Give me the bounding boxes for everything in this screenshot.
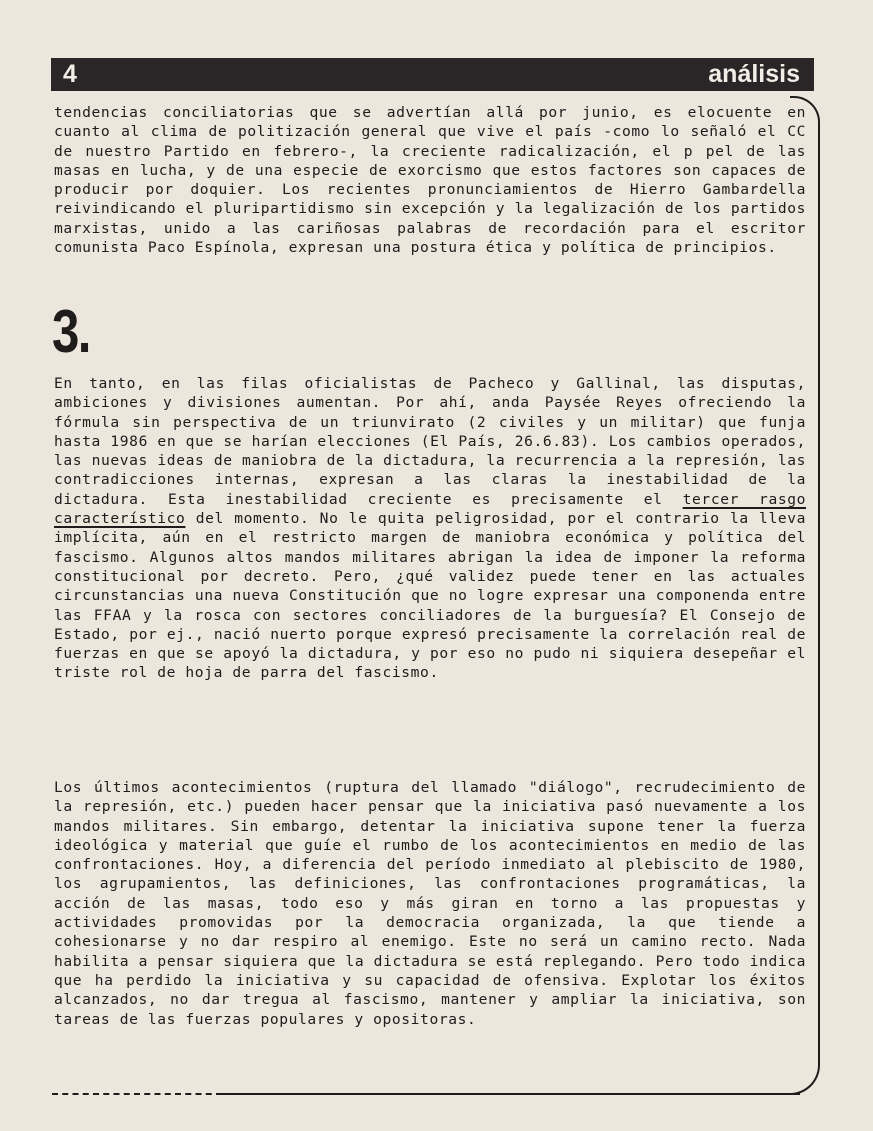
underlined-phrase: tercer rasgo característico (54, 490, 806, 528)
paragraph-3: Los últimos acontecimientos (ruptura del llamado "diálogo", recrudecimiento de la represión, etc.) pueden hacer pensar que la iniciativa pasó nuevamente a los mandos militares. Sin embargo, detentar la iniciativa supone tener la fuerza ideológica y material que guíe el rumbo de los acontecimientos en medio de las confrontaciones. Hoy, a diferencia del período inmediato al plebiscito de 1980, los agrupamientos, las definiciones, las confrontaciones programáticas, la acción de las masas, todo eso y más giran en torno a las propuestas y actividades promovidas por la democracia organizada, la que tiende a cohesionarse y no dar respiro al enemigo. Este no será un camino recto. Nada habilita a pensar siquiera que la dictadura se está replegando. Pero todo indica que ha perdido la iniciativa y su capacidad de ofensiva. Explotar los éxitos alcanzados, no dar tregua al fascismo, mantener y ampliar la iniciativa, son tareas de las fuerzas populares y opositoras. (54, 779, 806, 1028)
paragraph-1: tendencias conciliatorias que se advertían allá por junio, es elocuente en cuanto al clima de politización general que vive el país -como lo señaló el CC de nuestro Partido en febrero-, la creciente radicalización, el p pel de las masas en lucha, y de una especie de exorcismo que estos factores son capaces de producir por doquier. Los recientes pronunciamientos de Hierro Gambardella reivindicando el pluripartidismo sin excepción y la legalización de los partidos marxistas, unido a las cariñosas palabras de recordación para el escritor comunista Paco Espínola, expresan una postura ética y política de principios. (54, 104, 806, 257)
frame-bottom-rule (220, 1093, 800, 1095)
section-numeral: 3. (52, 298, 90, 365)
paragraph-2-text-end: del momento. No le quita peligrosidad, por el contrario la lleva implícita, aún en el restricto margen de maniobra económica y política del fascismo. Algunos altos mandos militares abrigan la idea de imponer la reforma constitucional por decreto. Pero, ¿qué validez puede tener en las actuales circunstancias una nueva Constitución que no logre expresar una componenda entre las FFAA y la rosca con sectores conciliadores de la burguesía? El Consejo de Estado, por ej., nació nuerto porque expresó precisamente la correlación real de fuerzas en que se apoyó la dictadura, y por eso no pudo ni siquiera desepeñar el triste rol de hoja de parra del fascismo. (54, 510, 806, 682)
paragraph-2 (54, 374, 806, 683)
page-number: 4 (63, 60, 77, 88)
frame-dashed-rule (52, 1093, 222, 1095)
section-title: análisis (708, 60, 800, 88)
page-header-bar (51, 58, 814, 91)
paragraph-2-text-start: En tanto, en las filas oficialistas de Pacheco y Gallinal, las disputas, ambiciones y divisiones aumentan. Por ahí, anda Paysée Reyes ofreciendo la fórmula sin perspectiva de un triunvirato (2 civiles y un militar) que funja hasta 1986 en que se harían elecciones (El País, 26.6.83). Los cambios operados, las nuevas ideas de maniobra de la dictadura, la recurrencia a la represión, las contradicciones internas, expresan a las claras la inestabilidad de la dictadura. Esta inestabilidad creciente es precisamente el (54, 375, 806, 508)
